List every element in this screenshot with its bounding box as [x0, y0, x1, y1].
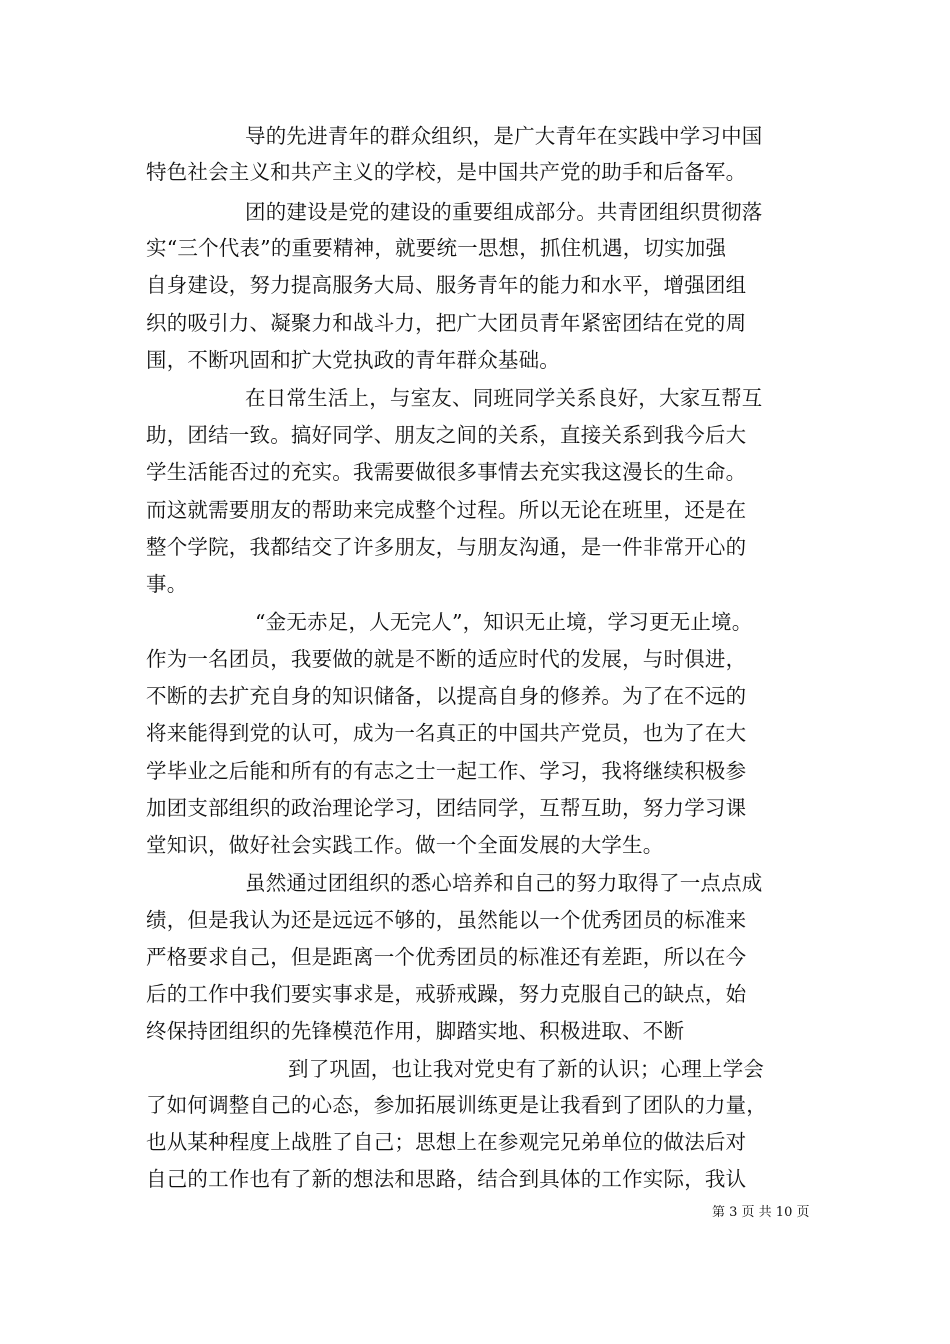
text-line: 了如何调整自己的心态，参加拓展训练更是让我看到了团队的力量，	[146, 1093, 767, 1117]
text-line: 织的吸引力、凝聚力和战斗力，把广大团员青年紧密团结在党的周	[146, 311, 747, 335]
text-line: 将来能得到党的认可，成为一名真正的中国共产党员，也为了在大	[146, 721, 747, 745]
text-line: 助，团结一致。搞好同学、朋友之间的关系，直接关系到我今后大	[146, 423, 747, 447]
text-line: 严格要求自己，但是距离一个优秀团员的标准还有差距，所以在今	[146, 945, 747, 969]
text-line: 绩，但是我认为还是远远不够的，虽然能以一个优秀团员的标准来	[146, 908, 747, 932]
text-line: 终保持团组织的先锋模范作用，脚踏实地、积极进取、不断	[146, 1019, 685, 1043]
text-line: 虽然通过团组织的悉心培养和自己的努力取得了一点点成	[245, 871, 763, 895]
text-line: 学生活能否过的充实。我需要做很多事情去充实我这漫长的生命。	[146, 460, 747, 484]
text-line: 在日常生活上，与室友、同班同学关系良好，大家互帮互	[245, 386, 763, 410]
text-line: 作为一名团员，我要做的就是不断的适应时代的发展，与时俱进，	[146, 647, 747, 671]
text-line: 实“三个代表”的重要精神，就要统一思想，抓住机遇，切实加强	[146, 236, 727, 260]
text-line: 也从某种程度上战胜了自己；思想上在参观完兄弟单位的做法后对	[146, 1130, 747, 1154]
text-line: 加团支部组织的政治理论学习，团结同学，互帮互助，努力学习课	[146, 796, 747, 820]
text-line: 导的先进青年的群众组织，是广大青年在实践中学习中国	[245, 124, 763, 148]
text-line: 团的建设是党的建设的重要组成部分。共青团组织贯彻落	[245, 200, 763, 224]
text-line: 整个学院，我都结交了许多朋友，与朋友沟通，是一件非常开心的	[146, 535, 747, 559]
text-line: 学毕业之后能和所有的有志之士一起工作、学习，我将继续积极参	[146, 759, 747, 783]
text-line: 特色社会主义和共产主义的学校，是中国共产党的助手和后备军。	[146, 160, 747, 184]
page-number-footer: 第 3 页 共 10 页	[712, 1205, 810, 1220]
text-line: “金无赤足，人无完人”，知识无止境，学习更无止境。	[255, 610, 753, 634]
text-line: 而这就需要朋友的帮助来完成整个过程。所以无论在班里，还是在	[146, 498, 747, 522]
text-line: 自己的工作也有了新的想法和思路，结合到具体的工作实际，我认	[146, 1167, 747, 1191]
text-line: 后的工作中我们要实事求是，戒骄戒躁，努力克服自己的缺点，始	[146, 982, 747, 1006]
text-line: 事。	[146, 572, 188, 596]
text-line: 堂知识，做好社会实践工作。做一个全面发展的大学生。	[146, 833, 664, 857]
text-line: 自身建设，努力提高服务大局、服务青年的能力和水平，增强团组	[146, 273, 747, 297]
text-line: 围，不断巩固和扩大党执政的青年群众基础。	[146, 348, 560, 372]
text-line: 不断的去扩充自身的知识储备，以提高自身的修养。为了在不远的	[146, 684, 747, 708]
text-line: 到了巩固，也让我对党史有了新的认识；心理上学会	[288, 1057, 765, 1081]
